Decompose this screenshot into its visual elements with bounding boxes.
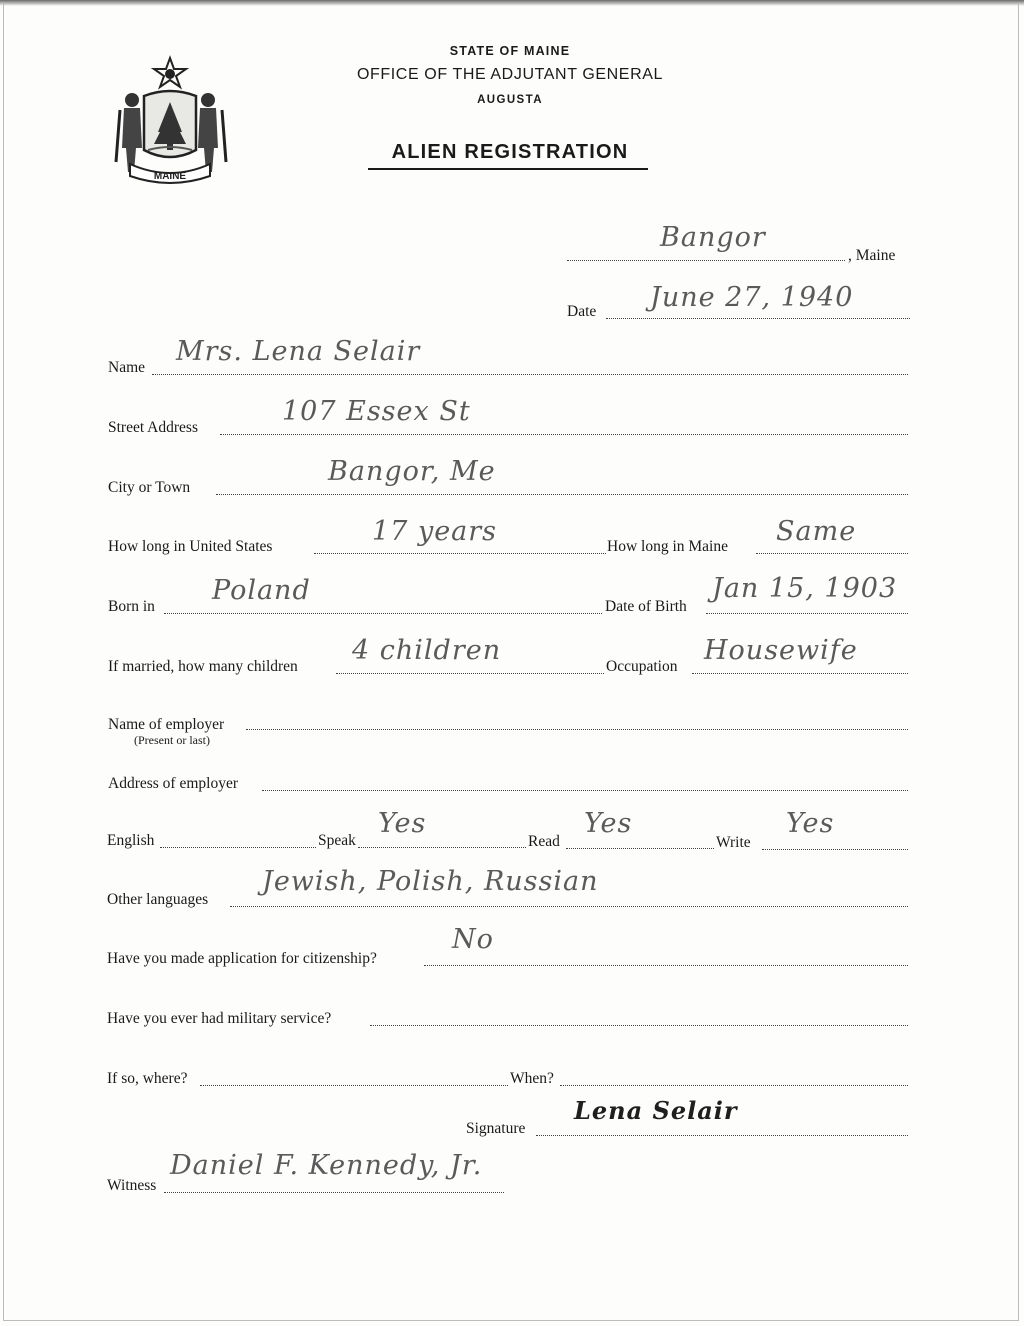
place-line [567,260,845,261]
svg-text:MAINE: MAINE [153,171,187,182]
born-line [164,613,602,614]
employer-line [246,729,908,730]
witness-line [164,1192,504,1193]
citizenship-label: Have you made application for citizenship? [107,950,377,967]
read-value: Yes [584,808,633,839]
children-value: 4 children [352,635,502,666]
citizenship-value: No [452,924,494,955]
languages-label: Other languages [107,891,209,908]
name-value: Mrs. Lena Selair [176,336,421,367]
maine-duration-label: How long in Maine [607,538,728,555]
us-duration-line [314,553,606,554]
date-label: Date [567,303,597,320]
city-heading: AUGUSTA [477,94,543,106]
city-line [216,494,908,495]
street-value: 107 Essex St [282,396,471,427]
city-value: Bangor, Me [328,456,496,487]
name-label: Name [108,359,146,376]
citizenship-line [424,965,908,966]
city-label: City or Town [108,479,191,496]
state-heading: STATE OF MAINE [449,44,571,58]
employer-address-line [262,790,908,791]
witness-value: Daniel F. Kennedy, Jr. [170,1150,483,1181]
languages-value: Jewish, Polish, Russian [262,866,599,897]
place-value: Bangor [660,222,766,253]
read-line [566,848,714,849]
children-label: If married, how many children [108,658,298,675]
children-line [336,673,604,674]
where-line [200,1085,508,1086]
write-label: Write [716,834,751,851]
date-line [606,318,910,319]
military-label: Have you ever had military service? [107,1010,332,1027]
street-label: Street Address [108,419,198,436]
dob-value: Jan 15, 1903 [712,573,898,604]
where-label: If so, where? [107,1070,188,1087]
us-duration-label: How long in United States [108,538,273,555]
languages-line [230,906,908,907]
name-line [152,374,908,375]
english-line [160,847,316,848]
read-label: Read [528,833,560,850]
employer-sublabel: (Present or last) [134,733,210,747]
occupation-value: Housewife [704,635,858,666]
military-line [370,1025,908,1026]
speak-label: Speak [318,832,356,849]
signature-value: Lena Selair [574,1096,738,1125]
employer-label: Name of employer [108,716,225,733]
when-line [560,1085,908,1086]
maine-state-seal-icon [110,52,230,184]
dob-label: Date of Birth [605,598,687,615]
title-underline [368,168,648,170]
maine-duration-line [756,553,908,554]
dob-line [706,613,908,614]
employer-address-label: Address of employer [108,775,238,792]
born-label: Born in [108,598,155,615]
english-label: English [107,832,155,849]
us-duration-value: 17 years [372,516,498,547]
date-value: June 27, 1940 [650,282,854,313]
maine-label: , Maine [848,247,896,264]
write-value: Yes [786,808,835,839]
witness-label: Witness [107,1177,157,1194]
street-line [220,434,908,435]
maine-duration-value: Same [776,516,857,547]
form-title: ALIEN REGISTRATION [391,141,629,163]
speak-line [358,847,526,848]
signature-label: Signature [466,1120,526,1137]
when-label: When? [510,1070,554,1087]
speak-value: Yes [378,808,427,839]
signature-line [536,1135,908,1136]
write-line [762,849,908,850]
born-value: Poland [212,575,311,606]
office-heading: OFFICE OF THE ADJUTANT GENERAL [356,66,664,83]
occupation-line [692,673,908,674]
occupation-label: Occupation [606,658,678,675]
